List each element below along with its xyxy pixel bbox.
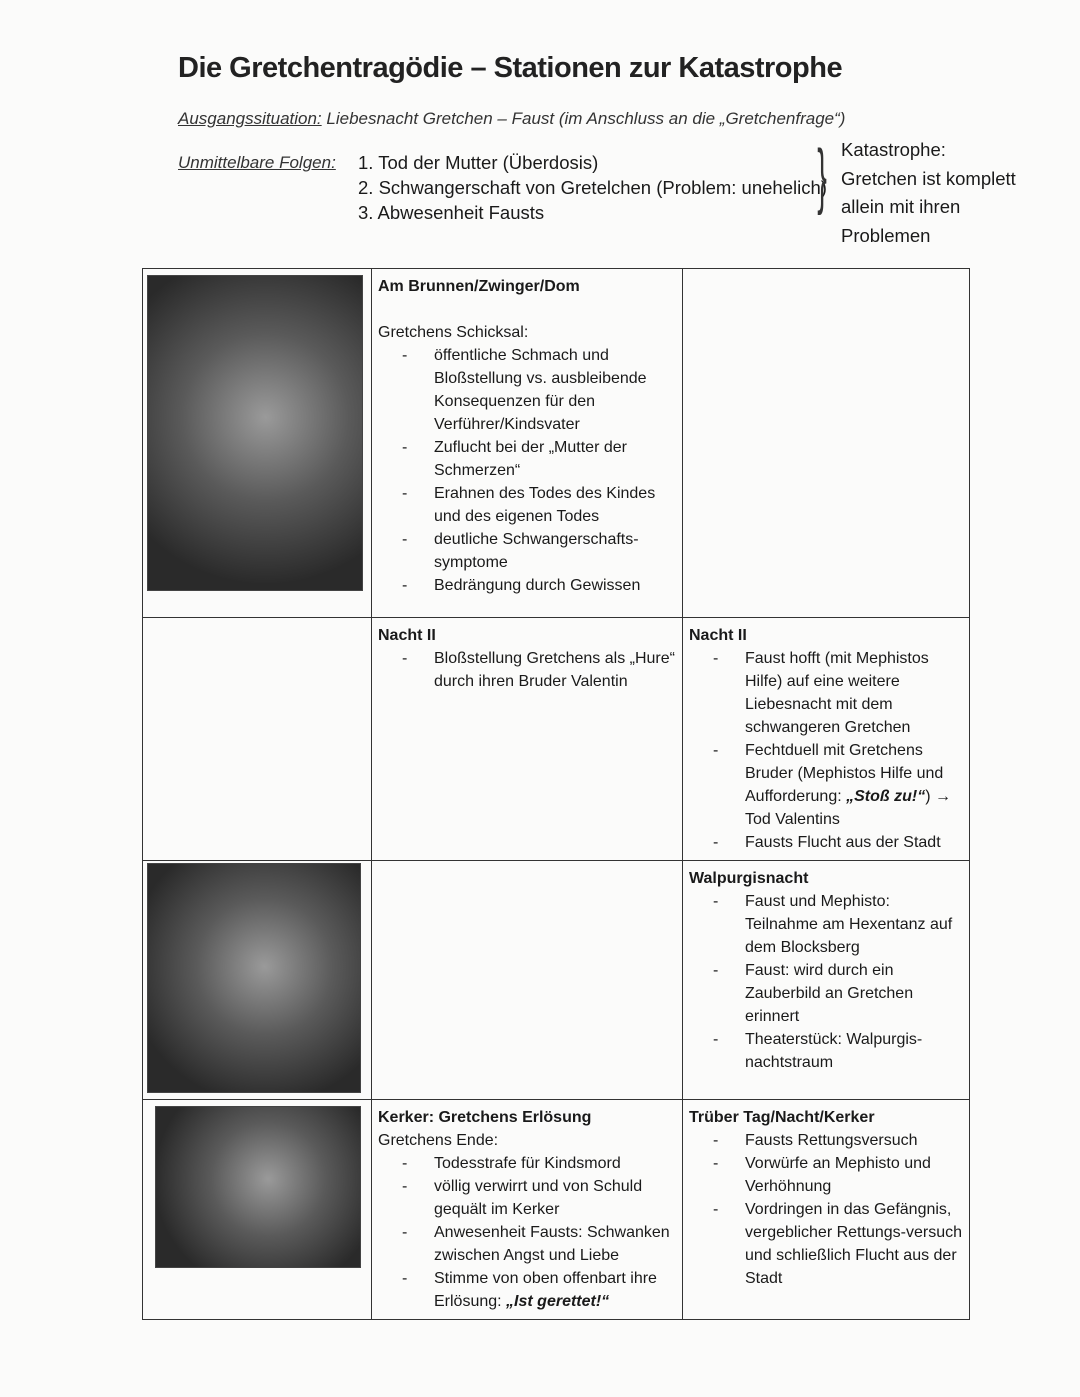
consequences-list [358, 150, 827, 225]
bullet-list [689, 890, 963, 1074]
cell-heading: Nacht II [689, 627, 747, 644]
bullet-list [378, 1152, 676, 1313]
cell-intro: Gretchens Schicksal: [378, 324, 529, 341]
bullet-list [689, 647, 963, 854]
bullet-list [378, 647, 676, 693]
catastrophe-note [841, 136, 1016, 250]
list-item [400, 1267, 676, 1313]
initial-situation-text: Liebesnacht Gretchen – Faust (im Anschluss an die „Gretchenfrage“) [321, 109, 846, 128]
table-row [143, 861, 970, 1100]
table-row [143, 1100, 970, 1320]
list-item: - Faust: wird durch ein Zauberbild an Gretchen erinnert [711, 959, 963, 1028]
note-line: Katastrophe: [841, 139, 946, 160]
cell-mid [372, 1100, 683, 1320]
initial-situation-label: Ausgangssituation: [178, 109, 322, 128]
list-item: - Fausts Flucht aus der Stadt [711, 831, 963, 854]
note-line: Problemen [841, 224, 931, 246]
cell-heading: Am Brunnen/Zwinger/Dom [378, 278, 580, 295]
image-cell [143, 861, 372, 1100]
list-item: - Vorwürfe an Mephisto und Verhöhnung [711, 1152, 963, 1198]
cell-right [683, 1100, 970, 1320]
quote: „Stoß zu!“ [846, 788, 926, 805]
cell-heading: Trüber Tag/Nacht/Kerker [689, 1109, 875, 1126]
list-item: - Erahnen des Todes des Kindes und des eigenen Todes [400, 482, 676, 528]
item-text: Fechtduell mit Gretchens Bruder (Mephistos Hilfe und Aufforderung: [745, 742, 944, 805]
illustration-image [155, 1106, 361, 1268]
list-item: - Faust und Mephisto: Teilnahme am Hexentanz auf dem Blocksberg [711, 890, 963, 959]
cell-heading: Walpurgisnacht [689, 870, 809, 887]
cell-right [683, 618, 970, 861]
list-item: - Zuflucht bei der „Mutter der Schmerzen“ [400, 436, 676, 482]
list-item: 3. Abwesenheit Fausts [358, 202, 545, 223]
list-item: 1. Tod der Mutter (Überdosis) [358, 152, 599, 173]
list-item: - Bedrängung durch Gewissen [400, 574, 676, 597]
stations-table [142, 268, 970, 1320]
cell-right [683, 269, 970, 618]
bullet-list [689, 1129, 963, 1290]
consequences-label: Unmittelbare Folgen: [178, 153, 336, 172]
image-cell [143, 269, 372, 618]
item-text: ) → Tod Valentins [745, 788, 951, 828]
list-item: - Todesstrafe für Kindsmord [400, 1152, 676, 1175]
image-cell [143, 1100, 372, 1320]
cell-heading: Kerker: Gretchens Erlösung [378, 1109, 592, 1126]
illustration-image [147, 863, 361, 1093]
item-text: Stimme von oben offenbart ihre Erlösung: [434, 1270, 657, 1310]
table-row [143, 618, 970, 861]
table-row [143, 269, 970, 618]
image-cell [143, 618, 372, 861]
initial-situation [178, 109, 845, 129]
note-line: Gretchen ist komplett [841, 167, 1016, 189]
page-title: Die Gretchentragödie – Stationen zur Katastrophe [178, 52, 843, 84]
brace-icon: } [817, 136, 827, 216]
list-item: - Bloßstellung Gretchens als „Hure“ durch ihren Bruder Valentin [400, 647, 676, 693]
list-item: 2. Schwangerschaft von Gretelchen (Problem: unehelich) [358, 177, 827, 198]
list-item: - Vordringen in das Gefängnis, vergeblicher Rettungs-versuch und schließlich Flucht aus der Stadt [711, 1198, 963, 1290]
cell-intro: Gretchens Ende: [378, 1132, 499, 1149]
cell-right [683, 861, 970, 1100]
list-item: - deutliche Schwangerschafts-symptome [400, 528, 676, 574]
list-item: - Theaterstück: Walpurgis-nachtstraum [711, 1028, 963, 1074]
list-item: - Faust hofft (mit Mephistos Hilfe) auf eine weitere Liebesnacht mit dem schwangeren Gretchen [711, 647, 963, 739]
list-item [711, 739, 963, 831]
cell-mid [372, 861, 683, 1100]
cell-heading: Nacht II [378, 627, 436, 644]
list-item: - Fausts Rettungsversuch [711, 1129, 963, 1152]
quote: „Ist gerettet!“ [506, 1293, 610, 1310]
list-item: - öffentliche Schmach und Bloßstellung vs. ausbleibende Konsequenzen für den Verführer/Kindsvater [400, 344, 676, 436]
note-line: allein mit ihren [841, 196, 961, 217]
bullet-list [378, 344, 676, 597]
illustration-image [147, 275, 363, 591]
list-item: - völlig verwirrt und von Schuld gequält im Kerker [400, 1175, 676, 1221]
cell-mid [372, 269, 683, 618]
cell-mid [372, 618, 683, 861]
list-item: - Anwesenheit Fausts: Schwanken zwischen Angst und Liebe [400, 1221, 676, 1267]
